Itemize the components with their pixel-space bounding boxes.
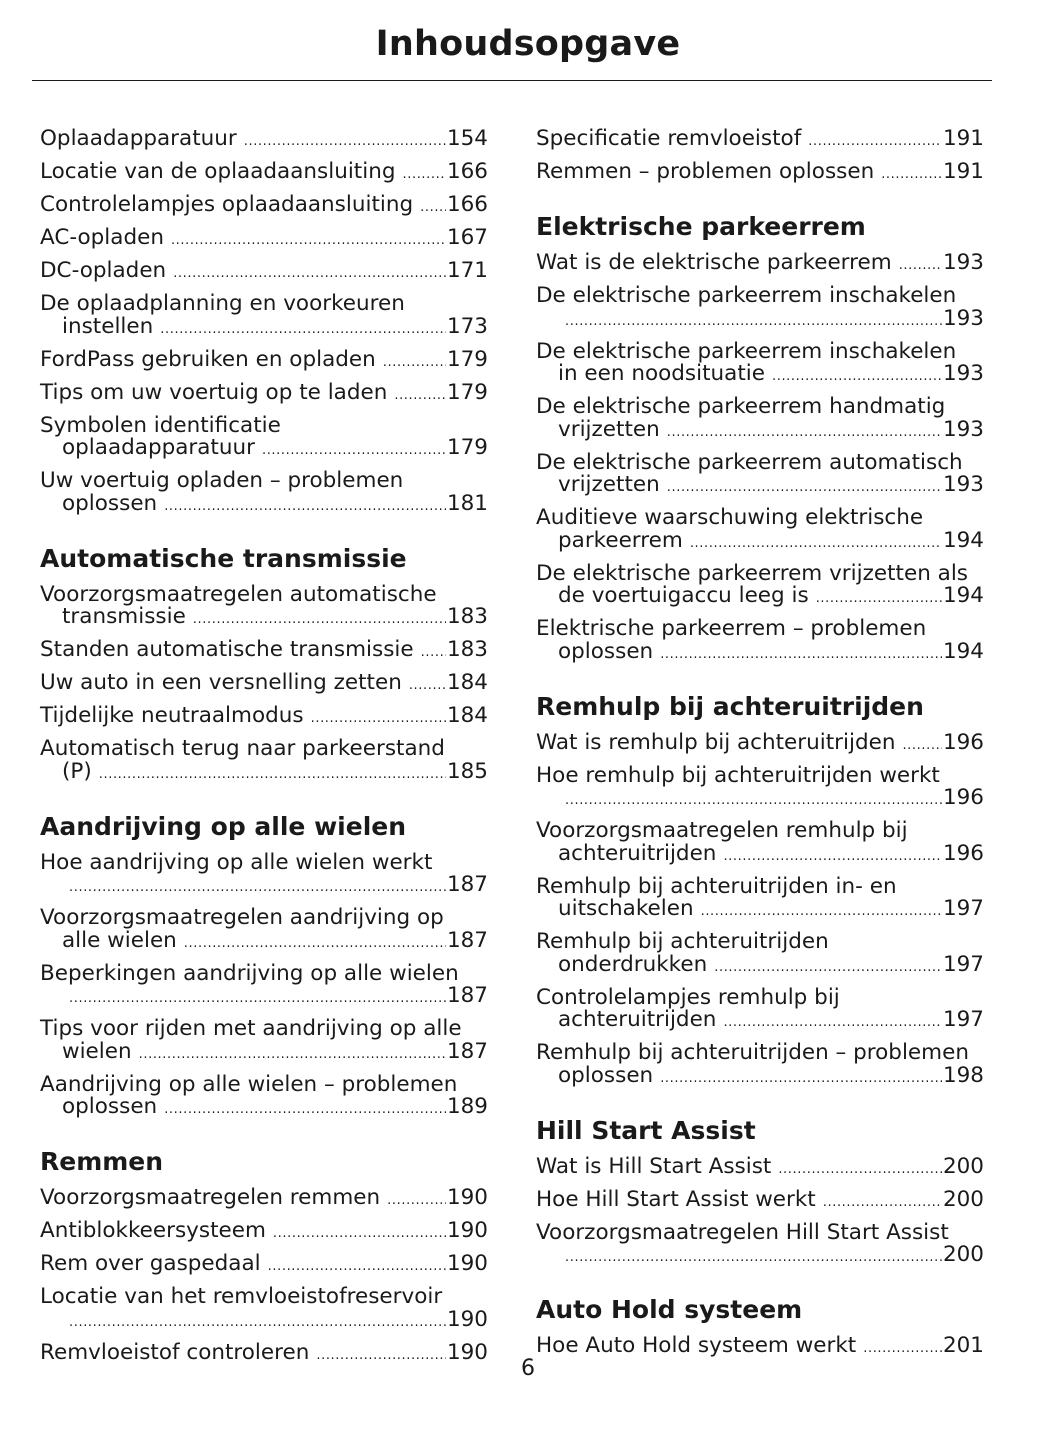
toc-entry-leader-row xyxy=(536,363,984,389)
dot-leader xyxy=(160,319,446,342)
toc-entry-title: Hoe aandrijving op alle wielen werkt xyxy=(40,849,433,875)
toc-entry[interactable] xyxy=(40,157,488,190)
toc-entry-leader-row xyxy=(536,585,984,611)
toc-entry-title: De elektrische parkeerrem vrijzetten als xyxy=(536,560,969,586)
section-heading: Aandrijving op alle wielen xyxy=(40,811,407,841)
toc-entry-title-continued: uitschakelen xyxy=(558,896,694,921)
dot-leader xyxy=(164,496,446,519)
toc-entry-title: Tips om uw voertuig op te laden xyxy=(40,379,388,405)
toc-entry[interactable] xyxy=(40,903,488,959)
toc-entry-title: Hoe Hill Start Assist werkt xyxy=(536,1186,816,1212)
toc-entry-title-continued: in een noodsituatie xyxy=(558,361,765,386)
dot-leader xyxy=(902,735,942,758)
toc-entry-page: 197 xyxy=(942,896,984,921)
dot-leader xyxy=(273,1223,446,1246)
dot-leader xyxy=(268,1256,446,1279)
toc-entry-title-continued: vrijzetten xyxy=(558,472,660,497)
toc-entry-page: 200 xyxy=(942,1153,984,1179)
toc-entry[interactable] xyxy=(40,959,488,1015)
toc-entry-page: 198 xyxy=(942,1062,984,1088)
dot-leader xyxy=(164,1099,446,1122)
page-number: 6 xyxy=(521,1356,535,1381)
toc-entry-leader-row xyxy=(536,128,984,154)
toc-entry-leader-row xyxy=(536,840,984,869)
toc-entry-title: Remhulp bij achteruitrijden in- en xyxy=(536,873,897,899)
toc-entry-title: Remvloeistof controleren xyxy=(40,1339,310,1365)
toc-entry-title: AC-opladen xyxy=(40,225,164,250)
toc-entry-title: Remhulp bij achteruitrijden xyxy=(536,929,829,954)
toc-entry-page: 187 xyxy=(446,983,488,1008)
toc-entry-leader-row xyxy=(40,606,488,632)
toc-entry[interactable] xyxy=(40,1216,488,1249)
toc-entry-page: 184 xyxy=(446,670,488,695)
toc-entry-title: FordPass gebruiken en opladen xyxy=(40,346,376,372)
toc-entry-leader-row xyxy=(40,1306,488,1335)
toc-entry-leader-row xyxy=(40,672,488,698)
toc-entry-title: Beperkingen aandrijving op alle wielen xyxy=(40,960,459,986)
toc-entry[interactable] xyxy=(40,411,488,467)
dot-leader xyxy=(881,164,942,187)
toc-entry-leader-row xyxy=(536,1186,984,1215)
toc-entry-title: Antiblokkeersysteem xyxy=(40,1218,266,1243)
dot-leader xyxy=(387,1190,446,1213)
dot-leader xyxy=(69,1312,446,1335)
toc-entry-title: Auditieve waarschuwing elektrische xyxy=(536,505,924,530)
toc-entry-title: Uw auto in een versnelling zetten xyxy=(40,670,402,695)
toc-entry-page: 179 xyxy=(446,346,488,372)
toc-entry-page: 194 xyxy=(942,583,984,608)
dot-leader xyxy=(808,131,942,154)
toc-entry[interactable] xyxy=(40,378,488,411)
toc-entry-title: De elektrische parkeerrem inschakelen xyxy=(536,283,957,308)
toc-entry[interactable] xyxy=(40,635,488,668)
toc-entry[interactable] xyxy=(40,848,488,904)
toc-entry-page: 200 xyxy=(942,1186,984,1212)
toc-entry[interactable] xyxy=(40,1070,488,1126)
toc-entry-title: Hoe remhulp bij achteruitrijden werkt xyxy=(536,762,940,788)
toc-entry-title: De elektrische parkeerrem automatisch xyxy=(536,449,963,475)
toc-entry-page: 193 xyxy=(942,250,984,275)
toc-entry-leader-row xyxy=(40,758,488,787)
toc-entry[interactable] xyxy=(536,728,984,761)
dot-leader xyxy=(421,642,446,665)
toc-entry-page: 190 xyxy=(446,1185,488,1210)
toc-entry-leader-row xyxy=(40,161,488,187)
toc-entry-title-continued: achteruitrijden xyxy=(558,1007,717,1032)
toc-entry[interactable] xyxy=(40,701,488,734)
toc-entry-page: 187 xyxy=(446,1038,488,1064)
toc-entry-title-continued: transmissie xyxy=(62,604,186,629)
toc-entry[interactable] xyxy=(536,448,984,504)
toc-entry[interactable] xyxy=(536,1185,984,1218)
toc-entry[interactable] xyxy=(40,1282,488,1338)
toc-entry-title: Voorzorgsmaatregelen automatische xyxy=(40,581,437,607)
toc-entry-leader-row xyxy=(40,874,488,900)
toc-entry[interactable] xyxy=(536,248,984,281)
toc-entry-title: Voorzorgsmaatregelen Hill Start Assist xyxy=(536,1219,949,1245)
toc-entry-page: 190 xyxy=(446,1339,488,1365)
toc-entry-page: 167 xyxy=(446,225,488,250)
section-heading: Auto Hold systeem xyxy=(536,1295,803,1324)
toc-entry-leader-row xyxy=(40,346,488,375)
toc-entry-title: Aandrijving op alle wielen – problemen xyxy=(40,1071,458,1097)
toc-entry-title-continued: oplaadapparatuur xyxy=(62,435,255,460)
toc-entry-title: De elektrische parkeerrem inschakelen xyxy=(536,338,957,364)
dot-leader xyxy=(823,1192,942,1215)
dot-leader xyxy=(420,197,446,220)
dot-leader xyxy=(778,1159,942,1182)
toc-entry-leader-row xyxy=(40,1253,488,1279)
toc-entry-leader-row xyxy=(40,437,488,463)
dot-leader xyxy=(723,846,942,869)
toc-entry[interactable] xyxy=(536,816,984,872)
dot-leader xyxy=(660,644,942,667)
toc-entry[interactable] xyxy=(536,124,984,157)
toc-entry-page: 173 xyxy=(446,313,488,339)
toc-entry-title: Controlelampjes oplaadaansluiting xyxy=(40,192,414,217)
toc-entry-page: 185 xyxy=(446,758,488,784)
toc-entry[interactable] xyxy=(40,345,488,378)
dot-leader xyxy=(193,609,446,632)
toc-entry-leader-row xyxy=(40,128,488,154)
toc-entry-page: 179 xyxy=(446,435,488,460)
dot-leader xyxy=(383,352,446,375)
toc-entry-leader-row xyxy=(536,252,984,278)
toc-entry-page: 191 xyxy=(942,159,984,184)
toc-entry-leader-row xyxy=(536,161,984,187)
toc-entry-leader-row xyxy=(536,527,984,556)
toc-entry-title: Standen automatische transmissie xyxy=(40,637,414,662)
toc-entry-leader-row xyxy=(40,1187,488,1213)
toc-right-column xyxy=(536,124,984,1364)
dot-leader xyxy=(171,230,446,253)
toc-entry[interactable] xyxy=(40,190,488,223)
toc-entry-leader-row xyxy=(40,927,488,956)
toc-entry-title: Remhulp bij achteruitrijden – problemen xyxy=(536,1040,969,1065)
dot-leader xyxy=(690,533,942,556)
toc-entry-page: 171 xyxy=(446,258,488,283)
toc-entry-page: 190 xyxy=(446,1218,488,1243)
toc-entry[interactable] xyxy=(536,761,984,817)
toc-entry-title-continued: de voertuigaccu leeg is xyxy=(558,583,809,608)
toc-entry-page: 197 xyxy=(942,1007,984,1032)
dot-leader xyxy=(173,263,446,286)
toc-entry-title: Voorzorgsmaatregelen remmen xyxy=(40,1185,381,1210)
toc-entry-page: 196 xyxy=(942,729,984,755)
toc-entry-title: Remmen – problemen oplossen xyxy=(536,159,875,184)
toc-entry-title: Voorzorgsmaatregelen aandrijving op xyxy=(40,905,444,930)
toc-entry-leader-row xyxy=(40,639,488,665)
toc-entry-page: 194 xyxy=(942,638,984,664)
toc-entry-page: 187 xyxy=(446,927,488,953)
toc-entry-title-continued: oplossen xyxy=(62,1094,158,1119)
toc-entry-title-continued: achteruitrijden xyxy=(558,840,717,866)
toc-entry-page: 181 xyxy=(446,490,488,516)
toc-entry-page: 166 xyxy=(446,192,488,217)
toc-entry-leader-row xyxy=(536,787,984,813)
toc-entry-title-continued: oplossen xyxy=(62,490,158,516)
toc-entry-page: 196 xyxy=(942,840,984,866)
toc-entry-title: De oplaadplanning en voorkeuren xyxy=(40,291,405,316)
toc-entry-page: 183 xyxy=(446,604,488,629)
dot-leader xyxy=(565,1247,942,1270)
dot-leader xyxy=(69,877,446,900)
toc-entry[interactable] xyxy=(536,983,984,1039)
dot-leader xyxy=(667,477,942,500)
toc-entry[interactable] xyxy=(40,580,488,636)
toc-entry-title-continued: onderdrukken xyxy=(558,951,708,977)
toc-entry[interactable] xyxy=(40,223,488,256)
toc-entry-title-continued: oplossen xyxy=(558,1062,654,1088)
page-title: Inhoudsopgave xyxy=(375,24,681,64)
toc-entry-title: Locatie van de oplaadaansluiting xyxy=(40,159,396,184)
toc-entry[interactable] xyxy=(536,1218,984,1274)
dot-leader xyxy=(899,255,942,278)
toc-entry-title: Uw voertuig opladen – problemen xyxy=(40,468,404,493)
toc-entry-leader-row xyxy=(536,898,984,924)
toc-entry-page: 200 xyxy=(942,1242,984,1267)
toc-entry-leader-row xyxy=(40,1220,488,1246)
toc-entry-page: 189 xyxy=(446,1094,488,1119)
dot-leader xyxy=(565,790,942,813)
toc-entry-title: Wat is Hill Start Assist xyxy=(536,1153,772,1179)
toc-entry[interactable] xyxy=(40,124,488,157)
toc-entry-leader-row xyxy=(40,490,488,519)
toc-entry-title: Elektrische parkeerrem – problemen xyxy=(536,616,927,641)
toc-entry[interactable] xyxy=(40,1249,488,1282)
toc-entry-page: 191 xyxy=(942,126,984,151)
toc-entry-title-continued: (P) xyxy=(62,758,92,784)
toc-entry-page: 193 xyxy=(942,361,984,386)
dot-leader xyxy=(565,311,942,334)
toc-entry-title-continued: oplossen xyxy=(558,638,654,664)
toc-entry-title-continued: vrijzetten xyxy=(558,416,660,442)
toc-entry-leader-row xyxy=(536,416,984,445)
toc-entry[interactable] xyxy=(536,927,984,983)
toc-entry[interactable] xyxy=(40,256,488,289)
toc-entry-title: Oplaadapparatuur xyxy=(40,126,237,151)
toc-entry-page: 183 xyxy=(446,637,488,662)
toc-entry[interactable] xyxy=(536,281,984,337)
toc-entry-title: Wat is de elektrische parkeerrem xyxy=(536,250,892,275)
toc-entry-title: Rem over gaspedaal xyxy=(40,1251,261,1276)
dot-leader xyxy=(403,164,446,187)
dot-leader xyxy=(723,1012,942,1035)
toc-entry[interactable] xyxy=(40,466,488,522)
title-divider xyxy=(32,80,992,81)
dot-leader xyxy=(184,933,446,956)
toc-entry-leader-row xyxy=(536,1009,984,1035)
toc-entry-leader-row xyxy=(536,951,984,980)
toc-entry-title: Automatisch terug naar parkeerstand xyxy=(40,736,445,761)
toc-entry-page: 187 xyxy=(446,872,488,897)
dot-leader xyxy=(139,1044,446,1067)
toc-entry-leader-row xyxy=(536,1244,984,1270)
toc-entry-leader-row xyxy=(40,227,488,253)
toc-entry-leader-row xyxy=(40,313,488,342)
dot-leader xyxy=(311,708,446,731)
toc-entry-leader-row xyxy=(536,638,984,667)
toc-entry-leader-row xyxy=(40,194,488,220)
toc-entry-leader-row xyxy=(536,474,984,500)
toc-entry[interactable] xyxy=(536,559,984,615)
section-heading: Automatische transmissie xyxy=(40,543,407,573)
section-heading: Remhulp bij achteruitrijden xyxy=(536,691,924,721)
toc-entry-leader-row xyxy=(40,985,488,1011)
toc-entry[interactable] xyxy=(40,1183,488,1216)
toc-entry[interactable] xyxy=(536,614,984,670)
dot-leader xyxy=(816,588,942,611)
toc-entry-leader-row xyxy=(536,1062,984,1091)
toc-entry[interactable] xyxy=(536,392,984,448)
toc-entry-page: 196 xyxy=(942,785,984,810)
toc-entry-page: 190 xyxy=(446,1306,488,1332)
toc-entry-title-continued: alle wielen xyxy=(62,927,177,953)
toc-entry-title: Locatie van het remvloeistofreservoir xyxy=(40,1284,443,1309)
toc-entry[interactable] xyxy=(536,157,984,190)
dot-leader xyxy=(262,440,446,463)
toc-entry-page: 193 xyxy=(942,472,984,497)
toc-entry-page: 179 xyxy=(446,379,488,405)
toc-entry-leader-row xyxy=(40,1096,488,1122)
toc-entry[interactable] xyxy=(536,1152,984,1185)
toc-entry-page: 166 xyxy=(446,159,488,184)
toc-entry-title: Symbolen identificatie xyxy=(40,412,281,438)
toc-entry-title-continued: instellen xyxy=(62,313,154,339)
dot-leader xyxy=(667,422,942,445)
dot-leader xyxy=(99,764,446,787)
toc-entry-title: De elektrische parkeerrem handmatig xyxy=(536,394,946,419)
dot-leader xyxy=(244,131,446,154)
toc-entry-title: Hoe Auto Hold systeem werkt xyxy=(536,1333,857,1358)
toc-entry-leader-row xyxy=(40,1038,488,1067)
section-heading: Hill Start Assist xyxy=(536,1115,756,1145)
dot-leader xyxy=(701,901,942,924)
toc-entry-leader-row xyxy=(40,379,488,408)
dot-leader xyxy=(772,366,942,389)
toc-entry-title: Tijdelijke neutraalmodus xyxy=(40,703,304,728)
toc-entry-title: Specificatie remvloeistof xyxy=(536,126,802,151)
toc-entry-page: 154 xyxy=(446,126,488,151)
toc-entry[interactable] xyxy=(40,734,488,790)
toc-entry-page: 184 xyxy=(446,703,488,728)
toc-entry[interactable] xyxy=(536,503,984,559)
section-heading: Remmen xyxy=(40,1147,164,1176)
toc-entry-leader-row xyxy=(40,260,488,286)
toc-entry-title-continued: wielen xyxy=(62,1038,132,1064)
toc-entry[interactable] xyxy=(536,337,984,393)
toc-entry-title: Voorzorgsmaatregelen remhulp bij xyxy=(536,818,908,843)
toc-entry-leader-row xyxy=(40,705,488,731)
dot-leader xyxy=(660,1068,942,1091)
toc-entry-title: Tips voor rijden met aandrijving op alle xyxy=(40,1016,462,1041)
dot-leader xyxy=(714,957,942,980)
toc-entry[interactable] xyxy=(536,1038,984,1094)
toc-entry-title: Controlelampjes remhulp bij xyxy=(536,984,840,1010)
toc-entry-page: 201 xyxy=(942,1333,984,1358)
toc-entry-page: 193 xyxy=(942,305,984,331)
toc-entry-title-continued: parkeerrem xyxy=(558,527,683,553)
toc-entry-page: 193 xyxy=(942,416,984,442)
toc-entry-leader-row xyxy=(536,729,984,758)
toc-entry-title: Wat is remhulp bij achteruitrijden xyxy=(536,729,896,755)
toc-entry[interactable] xyxy=(40,668,488,701)
dot-leader xyxy=(409,675,446,698)
toc-entry[interactable] xyxy=(536,872,984,928)
dot-leader xyxy=(394,385,446,408)
toc-entry-leader-row xyxy=(536,1153,984,1182)
toc-entry-page: 190 xyxy=(446,1251,488,1276)
toc-entry-page: 194 xyxy=(942,527,984,553)
toc-entry[interactable] xyxy=(40,289,488,345)
toc-entry-title: DC-opladen xyxy=(40,258,167,283)
dot-leader xyxy=(69,988,446,1011)
toc-left-column xyxy=(40,124,488,1371)
toc-entry-page: 197 xyxy=(942,951,984,977)
toc-entry-leader-row xyxy=(536,305,984,334)
toc-entry[interactable] xyxy=(40,1014,488,1070)
section-heading: Elektrische parkeerrem xyxy=(536,212,866,241)
